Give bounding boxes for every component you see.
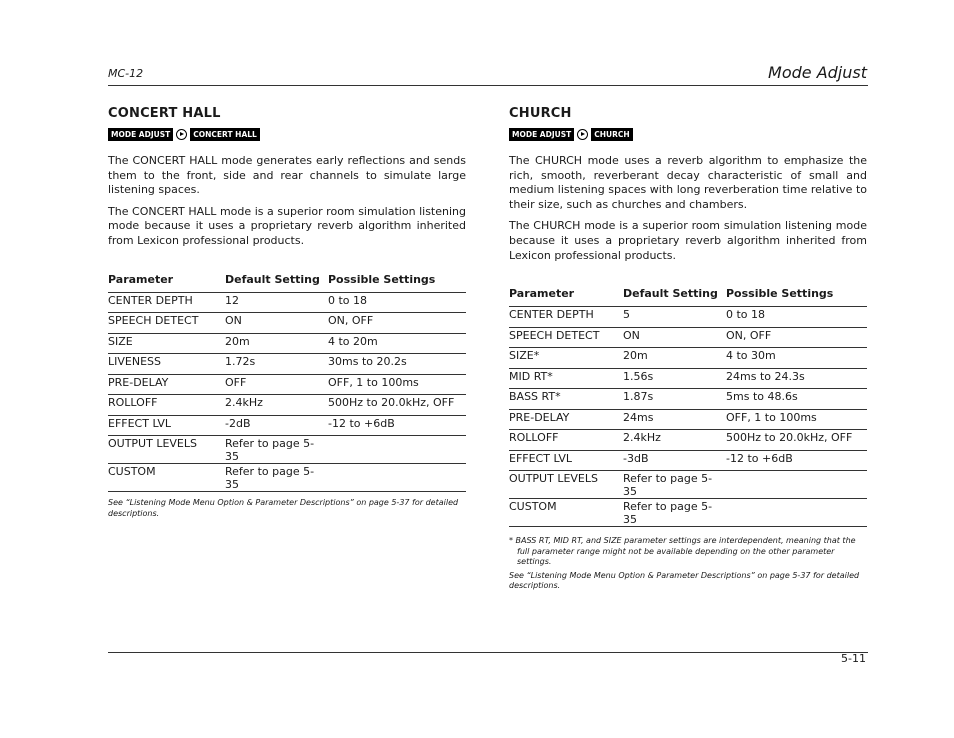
param-range: 30ms to 20.2s xyxy=(328,354,466,375)
param-range: 4 to 30m xyxy=(726,348,867,369)
table-row xyxy=(108,436,466,464)
param-range xyxy=(328,464,466,492)
table-row xyxy=(108,333,466,354)
param-name: EFFECT LVL xyxy=(509,450,623,471)
column-header-possible: Possible Settings xyxy=(328,273,466,293)
param-default: ON xyxy=(623,327,726,348)
concert-hall-paragraph-2: The CONCERT HALL mode is a superior room simulation listening mode because it uses a proprietary reverb algorithm inherited from Lexicon professional products. xyxy=(108,204,466,247)
param-range xyxy=(328,436,466,464)
param-default: -3dB xyxy=(623,450,726,471)
column-header-parameter: Parameter xyxy=(108,273,225,293)
table-row xyxy=(509,471,867,499)
table-row xyxy=(509,389,867,410)
param-default: Refer to page 5-35 xyxy=(623,471,726,499)
table-row xyxy=(108,374,466,395)
table-row xyxy=(108,464,466,492)
param-default: 24ms xyxy=(623,409,726,430)
param-range xyxy=(726,499,867,527)
menu-path-mode-adjust: MODE ADJUST xyxy=(108,128,173,141)
param-name: ROLLOFF xyxy=(108,395,225,416)
table-row xyxy=(108,395,466,416)
param-default: 5 xyxy=(623,307,726,328)
param-range: -12 to +6dB xyxy=(328,415,466,436)
param-name: CENTER DEPTH xyxy=(108,292,225,313)
table-row xyxy=(509,348,867,369)
table-row xyxy=(108,415,466,436)
param-default: Refer to page 5-35 xyxy=(225,436,328,464)
param-range: -12 to +6dB xyxy=(726,450,867,471)
church-section xyxy=(509,106,867,592)
concert-hall-menu-path xyxy=(108,127,466,142)
table-row xyxy=(509,499,867,527)
param-range: ON, OFF xyxy=(726,327,867,348)
param-range: 24ms to 24.3s xyxy=(726,368,867,389)
concert-hall-see-note: See “Listening Mode Menu Option & Parameter Descriptions” on page 5-37 for detailed descriptions. xyxy=(108,498,459,518)
param-range: 5ms to 48.6s xyxy=(726,389,867,410)
column-header-parameter: Parameter xyxy=(509,287,623,307)
table-row xyxy=(509,327,867,348)
param-name: SIZE* xyxy=(509,348,623,369)
table-row xyxy=(509,450,867,471)
param-name: ROLLOFF xyxy=(509,430,623,451)
arrow-right-icon xyxy=(176,129,187,140)
table-row xyxy=(509,430,867,451)
param-name: CUSTOM xyxy=(509,499,623,527)
church-menu-path xyxy=(509,127,867,142)
param-name: EFFECT LVL xyxy=(108,415,225,436)
church-paragraph-1: The CHURCH mode uses a reverb algorithm to emphasize the rich, smooth, reverberant decay characteristic of small and medium listening spaces with long reverberation time relative to their size, such as churches and chambers. xyxy=(509,154,867,211)
table-row xyxy=(509,368,867,389)
page-number: 5-11 xyxy=(841,652,866,665)
param-default: Refer to page 5-35 xyxy=(623,499,726,527)
church-heading: CHURCH xyxy=(509,106,572,121)
section-title: Mode Adjust xyxy=(768,63,867,82)
param-range: OFF, 1 to 100ms xyxy=(328,374,466,395)
param-default: -2dB xyxy=(225,415,328,436)
arrow-right-icon xyxy=(577,129,588,140)
param-name: CENTER DEPTH xyxy=(509,307,623,328)
concert-hall-parameter-table xyxy=(108,273,466,493)
table-row xyxy=(509,409,867,430)
param-name: MID RT* xyxy=(509,368,623,389)
param-default: Refer to page 5-35 xyxy=(225,464,328,492)
param-name: SPEECH DETECT xyxy=(108,313,225,334)
menu-path-church: CHURCH xyxy=(591,128,632,141)
column-header-default: Default Setting xyxy=(225,273,328,293)
param-range: 500Hz to 20.0kHz, OFF xyxy=(726,430,867,451)
concert-hall-paragraph-1: The CONCERT HALL mode generates early reflections and sends them to the front, side and rear channels to simulate large listening spaces. xyxy=(108,154,466,197)
church-see-note: See “Listening Mode Menu Option & Parameter Descriptions” on page 5-37 for detailed descriptions. xyxy=(509,570,860,591)
table-row xyxy=(108,354,466,375)
table-row xyxy=(509,307,867,328)
param-range: 500Hz to 20.0kHz, OFF xyxy=(328,395,466,416)
param-default: 12 xyxy=(225,292,328,313)
church-paragraph-2: The CHURCH mode is a superior room simulation listening mode because it uses a proprietary reverb algorithm inherited from Lexicon professional products. xyxy=(509,219,867,262)
param-range: 0 to 18 xyxy=(726,307,867,328)
param-name: OUTPUT LEVELS xyxy=(108,436,225,464)
param-default: 20m xyxy=(225,333,328,354)
column-header-possible: Possible Settings xyxy=(726,287,867,307)
param-default: ON xyxy=(225,313,328,334)
param-range: 0 to 18 xyxy=(328,292,466,313)
footer-rule xyxy=(108,652,868,653)
param-default: 1.56s xyxy=(623,368,726,389)
param-range xyxy=(726,471,867,499)
param-default: OFF xyxy=(225,374,328,395)
param-name: PRE-DELAY xyxy=(509,409,623,430)
table-row xyxy=(108,292,466,313)
manual-model-label: MC-12 xyxy=(108,67,144,80)
table-header-row xyxy=(108,273,466,293)
param-range: 4 to 20m xyxy=(328,333,466,354)
param-range: ON, OFF xyxy=(328,313,466,334)
column-header-default: Default Setting xyxy=(623,287,726,307)
church-footnote: * BASS RT, MID RT, and SIZE parameter settings are interdependent, meaning that the full parameter range might not be available depending on the other parameter settings. xyxy=(509,536,856,567)
menu-path-concert-hall: CONCERT HALL xyxy=(190,128,260,141)
param-name: OUTPUT LEVELS xyxy=(509,471,623,499)
param-default: 2.4kHz xyxy=(225,395,328,416)
header-rule xyxy=(108,85,868,86)
menu-path-mode-adjust: MODE ADJUST xyxy=(509,128,574,141)
param-default: 20m xyxy=(623,348,726,369)
param-default: 2.4kHz xyxy=(623,430,726,451)
param-name: PRE-DELAY xyxy=(108,374,225,395)
concert-hall-heading: CONCERT HALL xyxy=(108,106,221,121)
param-name: CUSTOM xyxy=(108,464,225,492)
param-name: LIVENESS xyxy=(108,354,225,375)
param-name: SIZE xyxy=(108,333,225,354)
table-header-row xyxy=(509,287,867,307)
table-row xyxy=(108,313,466,334)
param-default: 1.87s xyxy=(623,389,726,410)
param-name: SPEECH DETECT xyxy=(509,327,623,348)
church-parameter-table xyxy=(509,287,867,527)
param-default: 1.72s xyxy=(225,354,328,375)
param-name: BASS RT* xyxy=(509,389,623,410)
concert-hall-section xyxy=(108,106,466,519)
param-range: OFF, 1 to 100ms xyxy=(726,409,867,430)
